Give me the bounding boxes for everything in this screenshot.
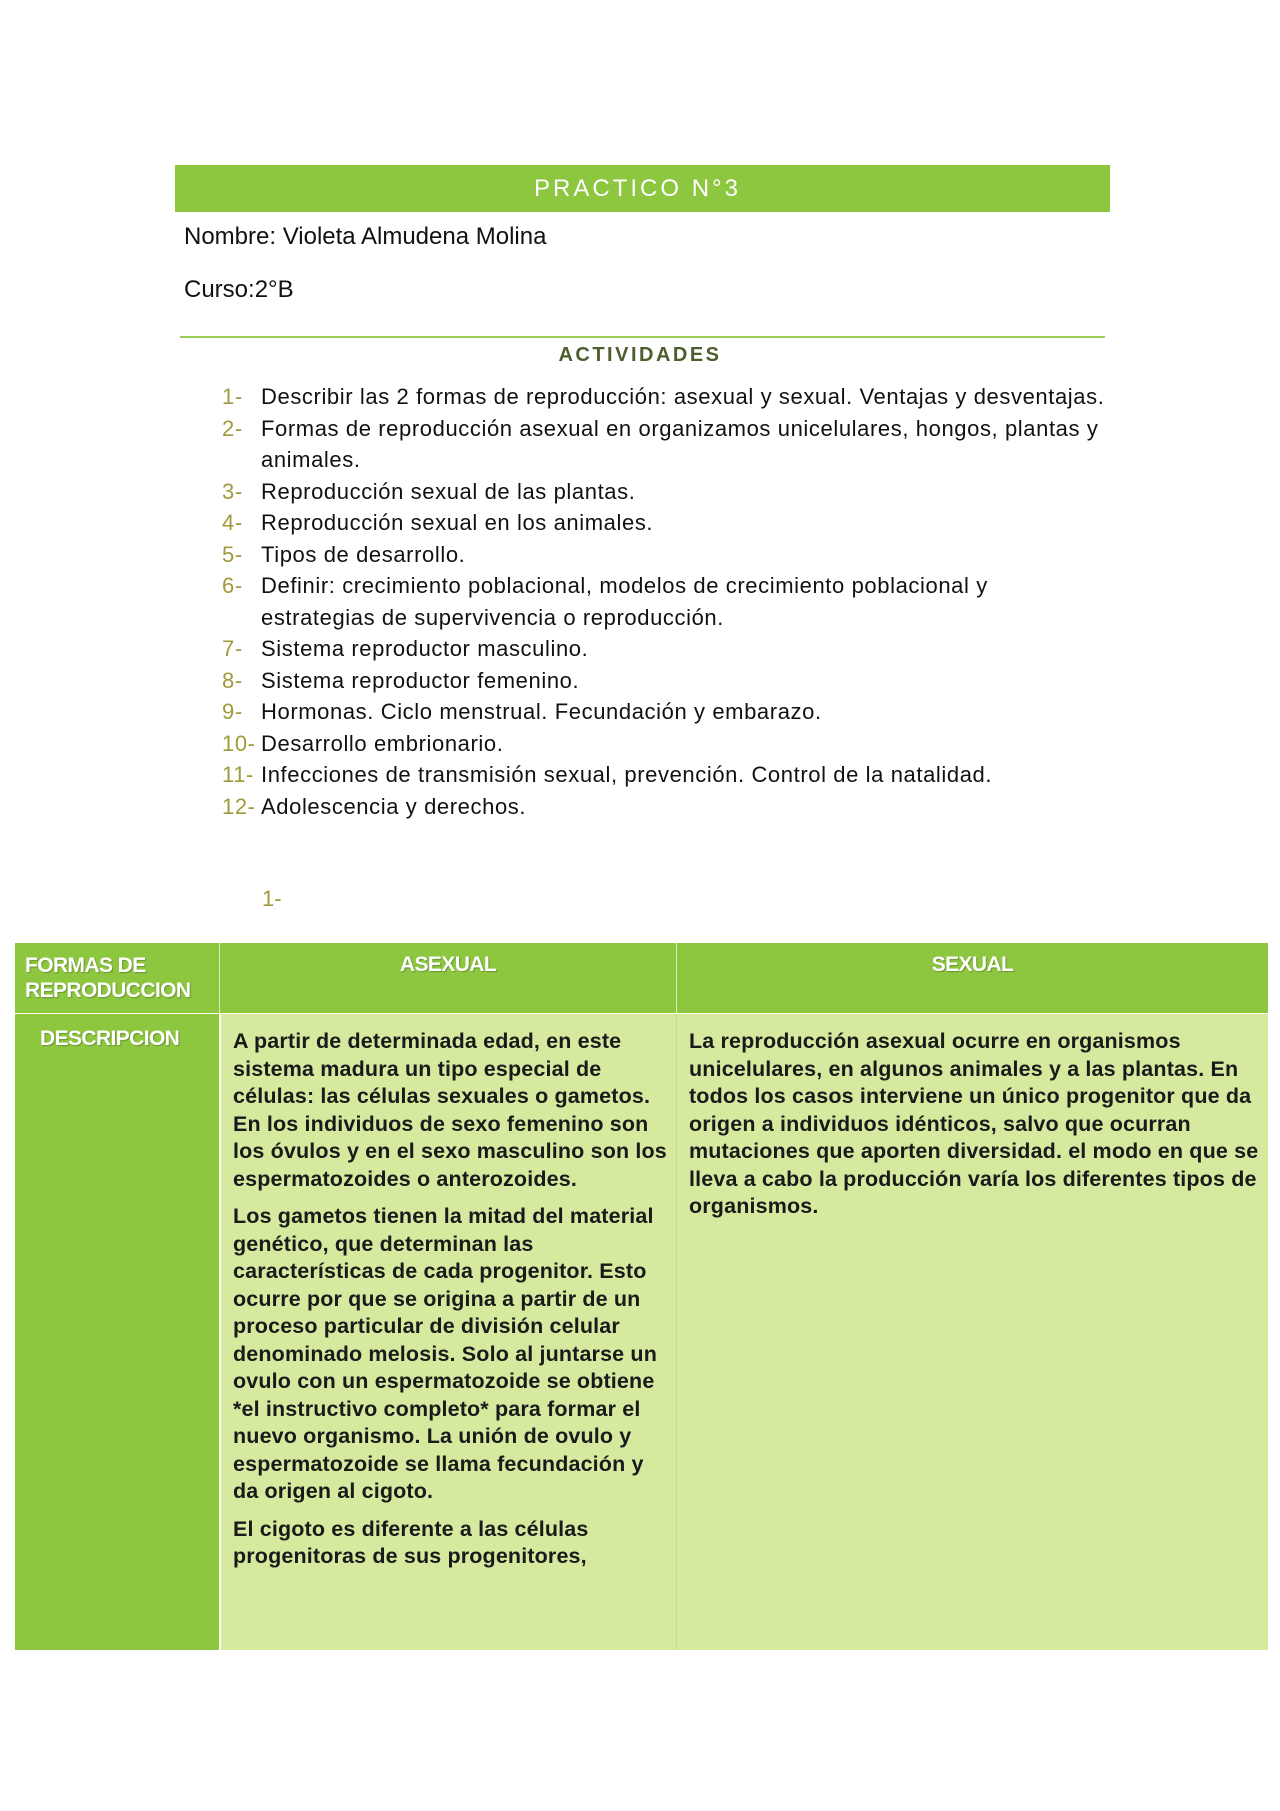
student-course: Curso:2°B: [184, 276, 294, 303]
section-divider: [180, 336, 1105, 338]
list-item-number: 12-: [222, 793, 256, 819]
list-item: [222, 696, 1107, 728]
list-item-text: Definir: crecimiento poblacional, modelos de crecimiento poblacional y estrategias de supervivencia o reproducción.: [261, 573, 988, 630]
reproduction-table: [15, 943, 1268, 1650]
list-item-text: Formas de reproducción asexual en organizamos unicelulares, hongos, plantas y animales.: [261, 415, 1099, 472]
list-item-number: 3-: [222, 478, 243, 504]
list-item-number: 1-: [222, 384, 243, 409]
list-item: [222, 413, 1107, 476]
list-item-text: Desarrollo embrionario.: [261, 730, 504, 756]
list-item: [222, 507, 1107, 539]
list-item-number: 2-: [222, 415, 243, 441]
row-label: DESCRIPCION: [40, 1027, 180, 1050]
list-item-number: 9-: [222, 699, 243, 724]
list-item: [222, 759, 1107, 791]
header-forms: [15, 943, 219, 1013]
list-item-number: 4-: [222, 510, 243, 535]
header-divider: [219, 943, 220, 1013]
header-forms-line1: FORMAS DE: [25, 954, 146, 977]
list-item-text: Sistema reproductor masculino.: [261, 636, 589, 661]
list-item: [222, 476, 1107, 508]
row-label-cell: [15, 1014, 219, 1650]
page-title-banner: [175, 165, 1110, 212]
list-item-text: Sistema reproductor femenino.: [261, 667, 580, 693]
list-item-text: Adolescencia y derechos.: [261, 793, 527, 819]
sexual-cell: [677, 1014, 1268, 1650]
activities-heading: ACTIVIDADES: [558, 344, 722, 366]
asexual-paragraph: A partir de determinada edad, en este sistema madura un tipo especial de células: las células sexuales o gametos. En los individuos de sexo femenino son los óvulos y en el sexo masculino son los espermatozoides o anterozoides.: [233, 1029, 667, 1191]
header-sexual: SEXUAL: [931, 953, 1014, 976]
list-item-number: 10-: [222, 730, 256, 756]
sexual-text: La reproducción asexual ocurre en organismos unicelulares, en algunos animales y a las plantas. En todos los casos interviene un único progenitor que da origen a individuos idénticos, salvo que ocurran mutaciones que aporten diversidad. el modo en que se lleva a cabo la producción varía los diferentes tipos de organismos.: [689, 1029, 1259, 1218]
list-item: [222, 570, 1107, 633]
list-item-text: Reproducción sexual de las plantas.: [261, 478, 636, 504]
list-item: [222, 381, 1107, 413]
asexual-text: [233, 1028, 673, 1581]
list-item-text: Tipos de desarrollo.: [261, 541, 466, 567]
list-item-number: 7-: [222, 636, 243, 661]
list-item-text: Describir las 2 formas de reproducción: asexual y sexual. Ventajas y desventajas.: [261, 384, 1105, 409]
list-item-text: Reproducción sexual en los animales.: [261, 510, 654, 535]
asexual-paragraph: El cigoto es diferente a las células progenitoras de sus progenitores,: [233, 1516, 589, 1568]
header-asexual: ASEXUAL: [399, 953, 497, 976]
table-header-row: [15, 943, 1268, 1013]
list-item-number: 8-: [222, 667, 243, 693]
header-divider: [676, 943, 677, 1013]
asexual-paragraph: Los gametos tienen la mitad del material genético, que determinan las características de cada progenitor. Esto ocurre por que se origina a partir de un proceso particular de división celular denominado melosis. Solo al juntarse un ovulo con un espermatozoide se obtiene *el instructivo completo* para formar el nuevo organismo. La unión de ovulo y espermatozoide se llama fecundación y da origen al cigoto.: [233, 1204, 657, 1503]
student-name: Nombre: Violeta Almudena Molina: [184, 223, 547, 250]
list-item: [222, 791, 1107, 823]
list-item: [222, 728, 1107, 760]
list-item: [222, 539, 1107, 571]
activities-list: [222, 381, 1107, 822]
list-item: [222, 665, 1107, 697]
page-title: PRACTICO N°3: [534, 174, 741, 202]
list-item: [222, 633, 1107, 665]
list-item-number: 5-: [222, 541, 243, 567]
list-item-text: Hormonas. Ciclo menstrual. Fecundación y embarazo.: [261, 699, 822, 724]
list-item-text: Infecciones de transmisión sexual, prevención. Control de la natalidad.: [261, 762, 993, 787]
sub-item-number: 1-: [262, 886, 282, 911]
header-forms-line2: REPRODUCCION: [25, 979, 191, 1002]
list-item-number: 11-: [222, 762, 254, 787]
list-item-number: 6-: [222, 573, 243, 598]
asexual-cell: [221, 1014, 676, 1650]
